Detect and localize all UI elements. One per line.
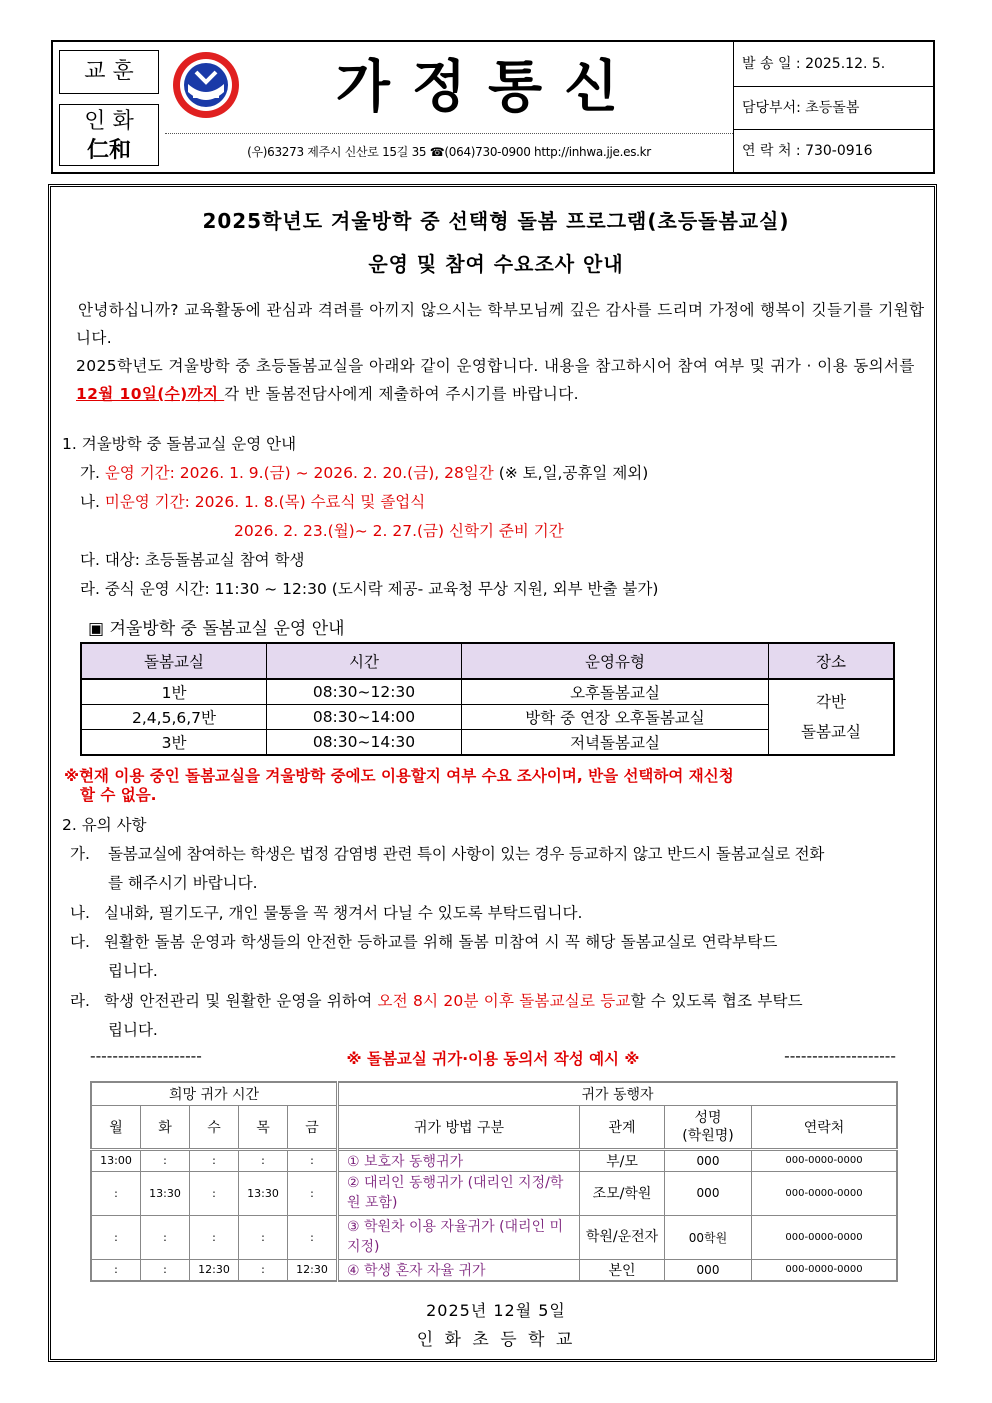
operation-period: 운영 기간: 2026. 1. 9.(금) ~ 2026. 2. 20.(금), 28일간 [104,464,494,482]
time-cell: 12:30 [190,1259,239,1281]
item-label: 다. [70,933,90,951]
table-header: 돌봄교실 [81,643,267,679]
table-header-row [91,1082,897,1105]
item-label: 나. [80,493,105,511]
table-cell: 오후돌봄교실 [462,679,769,705]
operation-period-note: (※ 토,일,공휴일 제외) [493,464,649,482]
example-title: ※ 돌봄교실 귀가·이용 동의서 작성 예시 ※ [346,1050,640,1068]
phone-cell: 000-0000-0000 [752,1171,898,1215]
name-cell: 000 [665,1171,752,1215]
table-header-row [91,1105,897,1149]
issue-date-footer: 2025년 12월 5일 [426,1301,566,1320]
column-header-phone: 연락처 [752,1105,898,1149]
non-operation-period-2: 2026. 2. 23.(월)~ 2. 27.(금) 신학기 준비 기간 [234,522,564,540]
time-cell: : [288,1215,338,1259]
time-cell: 13:30 [239,1171,288,1215]
caution-da-line2: 립니다. [108,962,158,980]
section1-item-ra: 라. 중식 운영 시간: 11:30 ~ 12:30 (도시락 제공- 교육청 무상 지원, 외부 반출 불가) [80,580,659,598]
time-cell: : [190,1171,239,1215]
day-header: 목 [239,1105,288,1149]
table-cell: 08:30~14:00 [267,705,462,730]
caution-ga-line1: 돌봄교실에 참여하는 학생은 법정 감염병 관련 특이 사항이 있는 경우 등교하지 않고 반드시 돌봄교실로 전화 [108,845,825,863]
time-cell: : [141,1215,190,1259]
issue-date: 발 송 일 : 2025.12. 5. [733,42,933,87]
time-cell: : [91,1215,141,1259]
column-header-relation: 관계 [580,1105,665,1149]
day-header: 월 [91,1105,141,1149]
submission-deadline: 12월 10일(수)까지 [76,385,225,403]
document-title-line1: 2025학년도 겨울방학 중 선택형 돌봄 프로그램(초등돌봄교실) [202,209,790,233]
caution-ra-text-end: 할 수 있도록 협조 부탁드 [630,992,803,1010]
reapply-note-line1: ※현재 이용 중인 돌봄교실을 겨울방학 중에도 이용할지 여부 수요 조사이며, 반을 선택하여 재신청 [64,767,734,785]
department: 담당부서: 초등돌봄 [733,87,933,130]
name-cell: 000 [665,1259,752,1281]
table-header: 시간 [267,643,462,679]
name-header-line2: (학원명) [682,1127,734,1144]
table-header-row [81,643,894,679]
intro-paragraph-2 [76,352,928,408]
header-divider [165,133,733,134]
column-header-name [665,1105,752,1149]
motto-value-hanja: 仁和 [86,137,131,163]
issue-info [733,42,933,172]
table-header: 운영유형 [462,643,769,679]
relation-cell: 학원/운전자 [580,1215,665,1259]
time-cell: 13:30 [141,1171,190,1215]
day-header: 화 [141,1105,190,1149]
motto-value-ko: 인 화 [84,109,134,134]
example-divider [90,1047,896,1069]
time-cell: : [141,1259,190,1281]
table-cell: 3반 [81,730,267,756]
time-cell: 12:30 [288,1259,338,1281]
time-cell: : [91,1171,141,1215]
table-row [91,1259,897,1281]
section1-heading: 1. 겨울방학 중 돌봄교실 운영 안내 [62,435,297,453]
newsletter-title: 가정통신 [335,54,641,120]
group-header-escort: 귀가 동행자 [338,1082,898,1105]
table-row [91,1171,897,1215]
relation-cell: 본인 [580,1259,665,1281]
contact-number: 연 락 처 : 730-0916 [733,130,933,172]
method-cell: ① 보호자 동행귀가 [338,1149,580,1171]
reapply-note-line2: 할 수 없음. [80,786,157,804]
table-header: 장소 [769,643,895,679]
caution-ra-line2: 립니다. [108,1021,158,1039]
arrival-time-rule: 오전 8시 20분 이후 돌봄교실로 등교 [377,992,631,1010]
time-cell: : [288,1171,338,1215]
day-header: 수 [190,1105,239,1149]
motto-value-box [59,104,159,166]
day-header: 금 [288,1105,338,1149]
time-cell: 13:00 [91,1149,141,1171]
time-cell: : [288,1149,338,1171]
method-cell: ③ 학원차 이용 자율귀가 (대리인 미지정) [338,1215,580,1259]
section2-heading: 2. 유의 사항 [62,816,147,834]
time-cell: : [190,1215,239,1259]
item-label: 나. [70,904,90,922]
time-cell: : [91,1259,141,1281]
divider-dashes: -------------------- [784,1047,896,1065]
caution-ra-text: 학생 안전관리 및 원활한 운영을 위하여 [104,992,378,1010]
group-header-time: 희망 귀가 시간 [91,1082,338,1105]
divider-dashes: -------------------- [90,1047,202,1065]
table-place-cell [769,679,895,755]
motto-label: 교 훈 [84,59,134,84]
non-operation-period-1: 미운영 기간: 2026. 1. 8.(목) 수료식 및 졸업식 [104,493,426,511]
table-row [81,679,894,705]
time-cell: : [141,1149,190,1171]
name-cell: 000 [665,1149,752,1171]
intro-paragraph-1: 안녕하십니까? 교육활동에 관심과 격려를 아끼지 않으시는 학부모님께 깊은 감사를 드리며 가정에 행복이 깃들기를 기원합니다. [76,301,925,347]
caution-na-line1: 실내화, 필기도구, 개인 물통을 꼭 챙겨서 다닐 수 있도록 부탁드립니다. [104,904,583,922]
consent-example-table [90,1081,898,1282]
phone-cell: 000-0000-0000 [752,1215,898,1259]
phone-cell: 000-0000-0000 [752,1259,898,1281]
item-label: 가. [80,464,105,482]
name-cell: 00학원 [665,1215,752,1259]
column-header-method: 귀가 방법 구분 [338,1105,580,1149]
table-cell: 08:30~14:30 [267,730,462,756]
time-cell: : [239,1259,288,1281]
school-name-footer: 인 화 초 등 학 교 [416,1330,576,1350]
operation-table [80,642,895,756]
item-label: 라. [70,992,90,1010]
operation-table-caption: ▣ 겨울방학 중 돌봄교실 운영 안내 [88,619,345,639]
table-row [91,1215,897,1259]
school-logo [171,50,241,120]
section1-item-da: 다. 대상: 초등돌봄교실 참여 학생 [80,551,305,569]
place-line-2: 돌봄교실 [801,723,861,741]
letterhead [51,40,935,174]
method-cell: ② 대리인 동행귀가 (대리인 지정/학원 포함) [338,1171,580,1215]
table-cell: 저녁돌봄교실 [462,730,769,756]
method-cell: ④ 학생 혼자 자율 귀가 [338,1259,580,1281]
relation-cell: 부/모 [580,1149,665,1171]
table-cell: 08:30~12:30 [267,679,462,705]
section1-item-ga [80,459,648,488]
table-cell: 방학 중 연장 오후돌봄교실 [462,705,769,730]
intro-p2-text: 2025학년도 겨울방학 중 초등돌봄교실을 아래와 같이 운영합니다. 내용을 참고하시어 참여 여부 및 귀가 · 이용 동의서를 [76,357,915,375]
table-row [91,1149,897,1171]
intro-p2-text-end: 각 반 돌봄전담사에게 제출하여 주시기를 바랍니다. [224,385,579,403]
document-title-line2: 운영 및 참여 수요조사 안내 [368,252,624,276]
caution-ra-line1 [104,987,803,1015]
time-cell: : [190,1149,239,1171]
item-label: 가. [70,845,90,863]
name-header-line1: 성명 [694,1109,722,1126]
caution-ga-line2: 를 해주시기 바랍니다. [108,874,258,892]
motto-label-box [59,50,159,94]
relation-cell: 조모/학원 [580,1171,665,1215]
section1-item-na [80,488,425,517]
table-cell: 2,4,5,6,7반 [81,705,267,730]
time-cell: : [239,1215,288,1259]
place-line-1: 각반 [816,693,846,711]
school-address: (우)63273 제주시 신산로 15길 35 ☎(064)730-0900 http://inhwa.jje.es.kr [247,145,651,159]
phone-cell: 000-0000-0000 [752,1149,898,1171]
table-cell: 1반 [81,679,267,705]
caution-da-line1: 원활한 돌봄 운영과 학생들의 안전한 등하교를 위해 돌봄 미참여 시 꼭 해당 돌봄교실로 연락부탁드 [104,933,778,951]
time-cell: : [239,1149,288,1171]
